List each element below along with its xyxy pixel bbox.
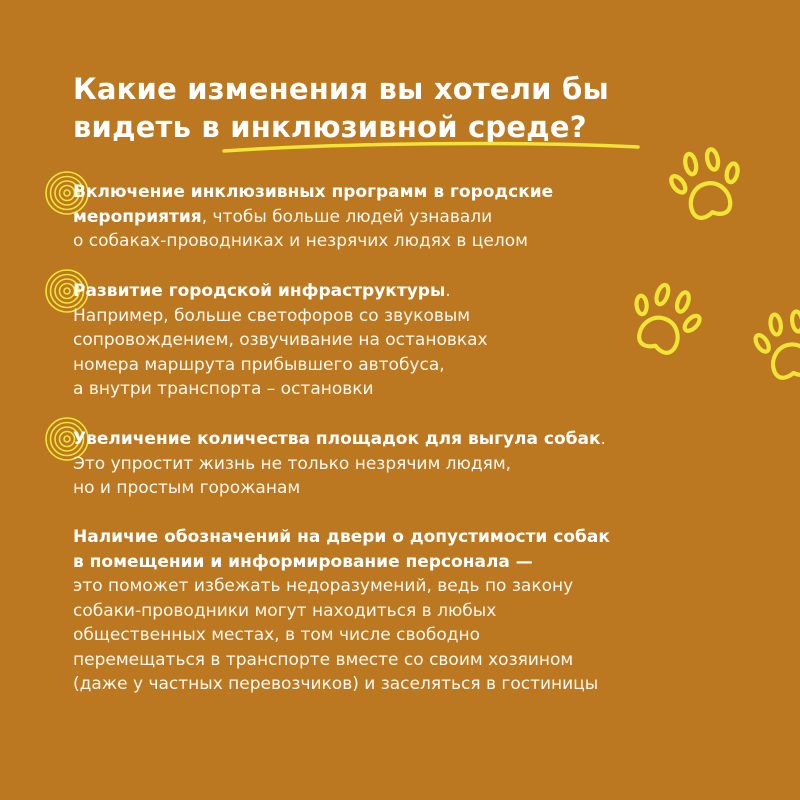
- list-item: [73, 279, 488, 402]
- paw-print-icon: [664, 144, 750, 230]
- item-line: [73, 353, 488, 378]
- item-line: [73, 672, 610, 697]
- item-line: [73, 205, 553, 230]
- item-text: , чтобы больше людей узнавали: [201, 206, 493, 227]
- item-text: Это упростит жизнь не только незрячим людям,: [73, 453, 512, 474]
- item-line: [73, 476, 606, 501]
- item-bold-text: в помещении и информирование персонала —: [73, 551, 533, 572]
- item-text: а внутри транспорта – остановки: [73, 379, 374, 399]
- item-text: номера маршрута прибывшего автобуса,: [73, 354, 445, 375]
- item-line: [73, 623, 610, 648]
- item-bold-text: Включение инклюзивных программ в городские: [73, 182, 554, 202]
- item-line: [73, 377, 488, 402]
- item-text: Например, больше светофоров со звуковым: [73, 305, 471, 326]
- paw-print-icon: [748, 306, 800, 390]
- item-bold-text: Увеличение количества площадок для выгула собак: [73, 429, 601, 449]
- item-text: перемещаться в транспорте вместе со своим хозяином: [73, 649, 574, 670]
- item-line: [73, 648, 610, 673]
- item-text: сопровождением, озвучивание на остановках: [73, 330, 488, 350]
- item-text: но и простым горожанам: [73, 478, 301, 498]
- item-text: .: [445, 281, 451, 301]
- item-line: [73, 452, 606, 477]
- item-line: [73, 304, 488, 329]
- page-title: [73, 70, 609, 146]
- item-line: [73, 525, 610, 550]
- item-text: собаки-проводники могут находиться в любых: [73, 600, 497, 621]
- item-text: общественных местах, в том числе свободно: [73, 625, 481, 645]
- title-line-2: видеть в инклюзивной среде?: [73, 110, 587, 144]
- item-text: (даже у частных перевозчиков) и заселяться в гостиницы: [73, 674, 599, 694]
- item-line: [73, 279, 488, 304]
- item-line: [73, 550, 610, 575]
- item-bold-text: Развитие городской инфраструктуры: [73, 281, 446, 301]
- list-item: [73, 525, 610, 697]
- item-line: [73, 229, 553, 254]
- title-line-1: Какие изменения вы хотели бы: [73, 72, 609, 106]
- item-bold-text: мероприятия: [73, 206, 202, 227]
- item-line: [73, 328, 488, 353]
- item-bold-text: Наличие обозначений на двери о допустимости собак: [73, 527, 610, 547]
- list-item: [73, 180, 553, 254]
- item-text: это поможет избежать недоразумений, ведь по закону: [73, 576, 574, 596]
- item-text: .: [600, 429, 606, 449]
- item-line: [73, 599, 610, 624]
- item-line: [73, 180, 553, 205]
- title-underline: [222, 139, 642, 155]
- paw-print-icon: [622, 280, 706, 364]
- item-line: [73, 427, 606, 452]
- list-item: [73, 427, 606, 501]
- item-text: о собаках-проводниках и незрячих людях в целом: [73, 231, 528, 251]
- item-line: [73, 574, 610, 599]
